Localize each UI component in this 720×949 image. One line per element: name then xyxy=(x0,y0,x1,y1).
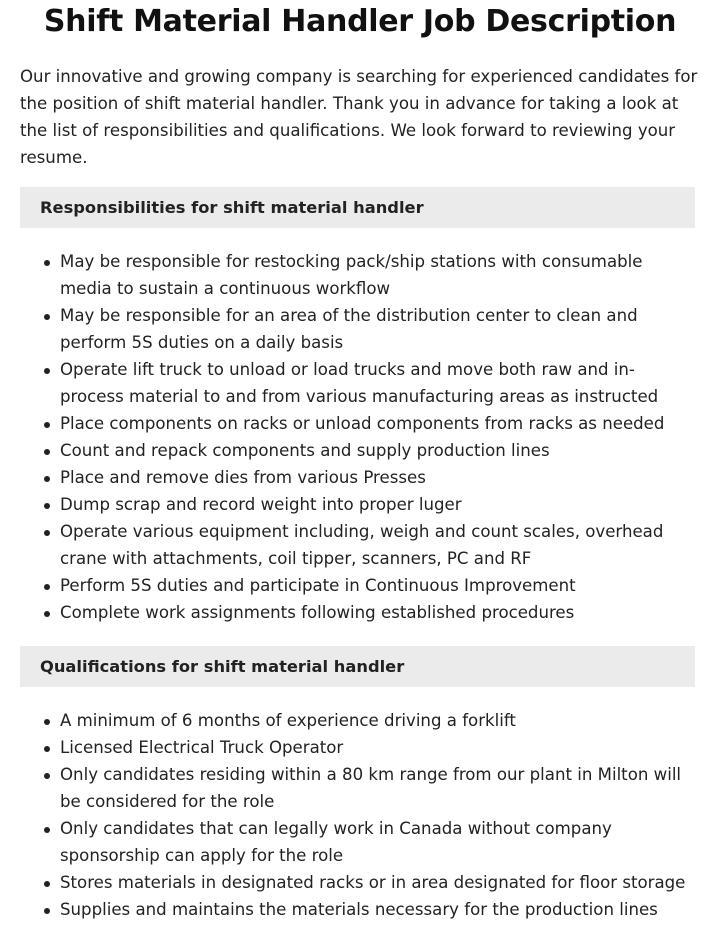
list-item: Dump scrap and record weight into proper luger xyxy=(60,491,695,518)
list-item: Licensed Electrical Truck Operator xyxy=(60,734,695,761)
list-item: Operate various equipment including, weigh and count scales, overhead crane with attachments, coil tipper, scanners, PC and RF xyxy=(60,518,695,572)
responsibilities-heading: Responsibilities for shift material handler xyxy=(20,187,695,228)
list-item: Only candidates residing within a 80 km range from our plant in Milton will be considered for the role xyxy=(60,761,695,815)
list-item: Only candidates that can legally work in Canada without company sponsorship can apply for the role xyxy=(60,815,695,869)
qualifications-list xyxy=(20,707,695,923)
list-item: Place components on racks or unload components from racks as needed xyxy=(60,410,695,437)
responsibilities-list xyxy=(20,248,695,626)
list-item: Count and repack components and supply production lines xyxy=(60,437,695,464)
list-item: Complete work assignments following established procedures xyxy=(60,599,695,626)
list-item: Supplies and maintains the materials necessary for the production lines xyxy=(60,896,695,923)
list-item: May be responsible for restocking pack/ship stations with consumable media to sustain a continuous workflow xyxy=(60,248,695,302)
list-item: A minimum of 6 months of experience driving a forklift xyxy=(60,707,695,734)
intro-paragraph: Our innovative and growing company is searching for experienced candidates for the position of shift material handler. Thank you in advance for taking a look at the list of responsibilities and qualifications. We look forward to reviewing your resume. xyxy=(20,67,698,167)
qualifications-heading: Qualifications for shift material handler xyxy=(20,646,695,687)
page-title: Shift Material Handler Job Description xyxy=(43,4,677,39)
list-item: May be responsible for an area of the distribution center to clean and perform 5S duties on a daily basis xyxy=(60,302,695,356)
list-item: Operate lift truck to unload or load trucks and move both raw and in-process material to and from various manufacturing areas as instructed xyxy=(60,356,695,410)
list-item: Stores materials in designated racks or in area designated for floor storage xyxy=(60,869,695,896)
list-item: Place and remove dies from various Presses xyxy=(60,464,695,491)
list-item: Perform 5S duties and participate in Continuous Improvement xyxy=(60,572,695,599)
